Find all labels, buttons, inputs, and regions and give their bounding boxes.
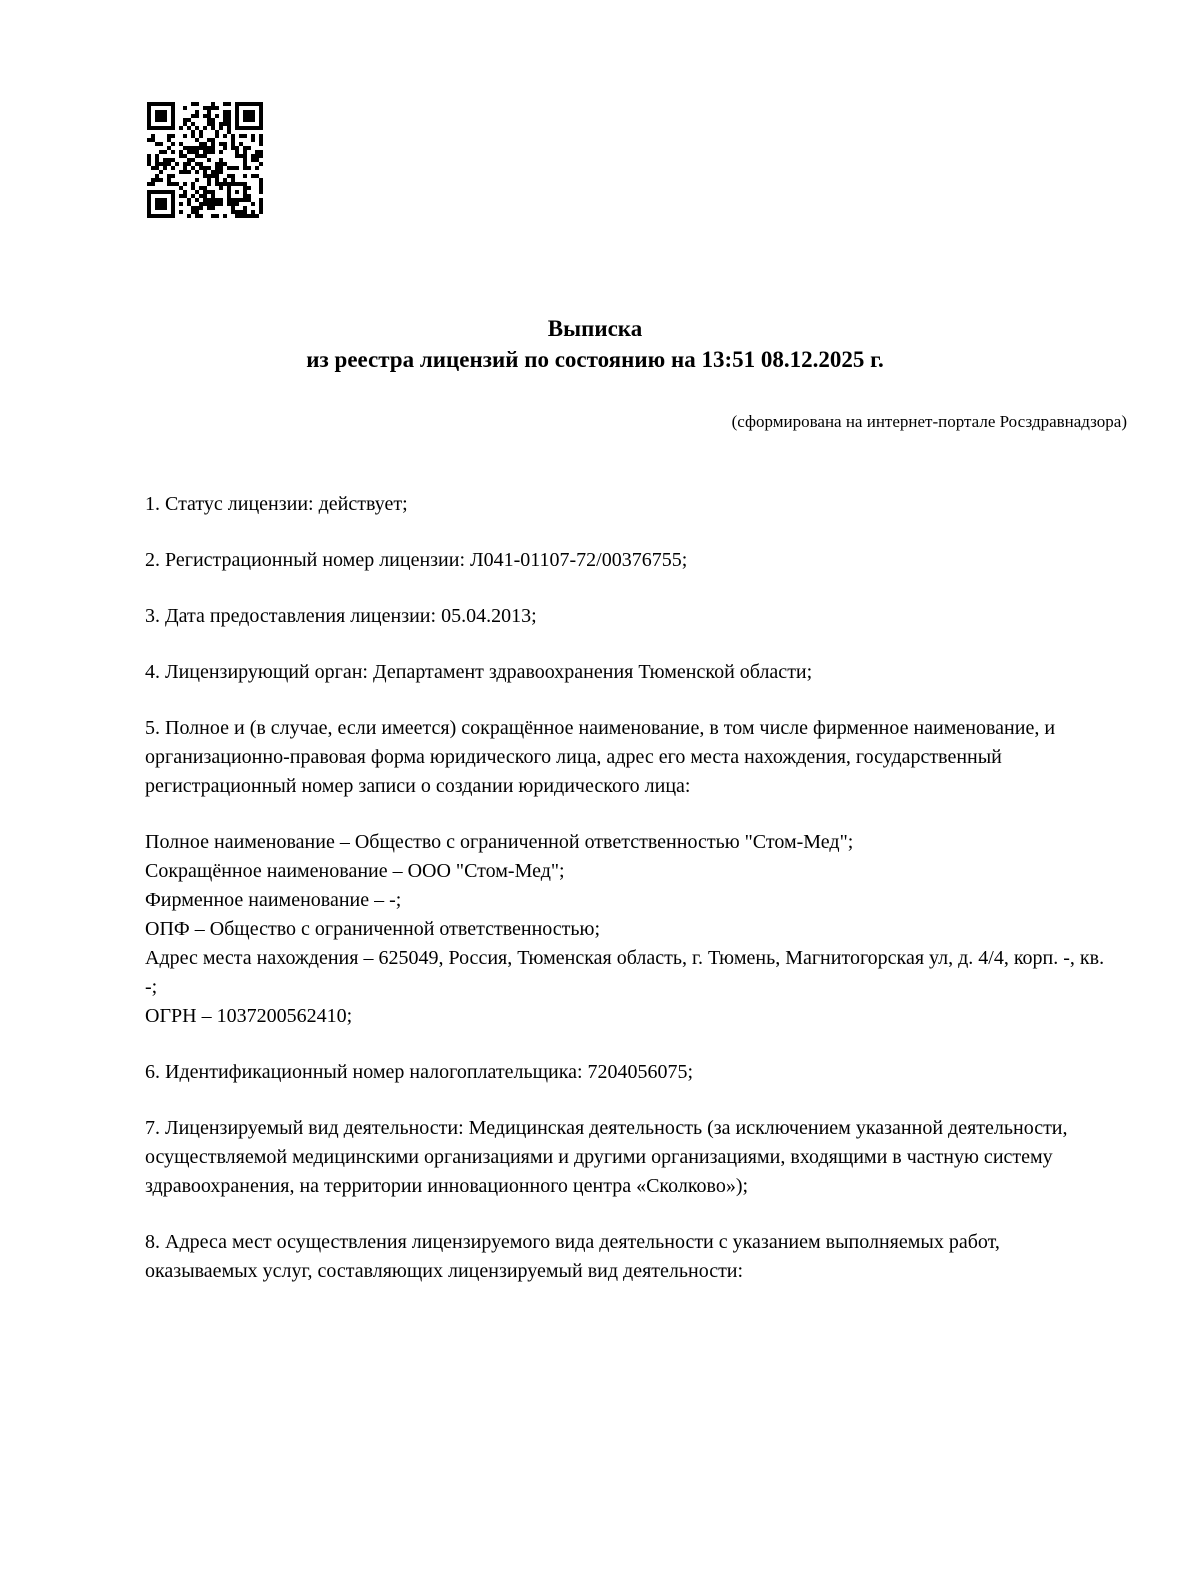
activity-addresses-heading: 8. Адреса мест осуществления лицензируемого вида деятельности с указанием выполняемых работ, оказываемых услуг, составляющих лицензируемый вид деятельности: <box>145 1231 1000 1282</box>
entity-info-heading: 5. Полное и (в случае, если имеется) сокращённое наименование, в том числе фирменное наименование, и организационно-правовая форма юридического лица, адрес его места нахождения, государственный регистрационный номер записи о создании юридического лица: <box>145 717 1056 797</box>
license-grant-date: 3. Дата предоставления лицензии: 05.04.2013; <box>145 605 537 627</box>
entity-details <box>145 828 1105 1031</box>
entity-address: Адрес места нахождения – 625049, Россия, Тюменская область, г. Тюмень, Магнитогорская ул, д. 4/4, корп. -, кв. -; <box>145 947 1105 998</box>
entity-short-name: Сокращённое наименование – ООО "Стом-Мед"; <box>145 860 565 882</box>
document-title-line1: Выписка <box>547 316 643 341</box>
document-title-line2: из реестра лицензий по состоянию на 13:51 08.12.2025 г. <box>306 347 884 372</box>
license-status: 1. Статус лицензии: действует; <box>145 493 408 515</box>
document-subtitle: (сформирована на интернет-портале Росздравнадзора) <box>731 412 1127 431</box>
entity-brand-name: Фирменное наименование – -; <box>145 889 402 911</box>
entity-full-name: Полное наименование – Общество с ограниченной ответственностью "Стом-Мед"; <box>145 831 854 853</box>
qr-code-container <box>0 0 1190 220</box>
document-title <box>0 313 1190 375</box>
qr-code-icon <box>145 100 265 220</box>
entity-legal-form: ОПФ – Общество с ограниченной ответственностью; <box>145 918 601 940</box>
document-body <box>145 490 1105 1286</box>
registration-number: 2. Регистрационный номер лицензии: Л041-01107-72/00376755; <box>145 549 688 571</box>
licensing-authority: 4. Лицензирующий орган: Департамент здравоохранения Тюменской области; <box>145 661 813 683</box>
licensed-activity: 7. Лицензируемый вид деятельности: Медицинская деятельность (за исключением указанной деятельности, осуществляемой медицинскими организациями и другими организациями, входящими в частную систему здравоохранения, на территории инновационного центра «Сколково»); <box>145 1117 1068 1197</box>
taxpayer-inn: 6. Идентификационный номер налогоплательщика: 7204056075; <box>145 1061 694 1083</box>
entity-ogrn: ОГРН – 1037200562410; <box>145 1005 353 1027</box>
